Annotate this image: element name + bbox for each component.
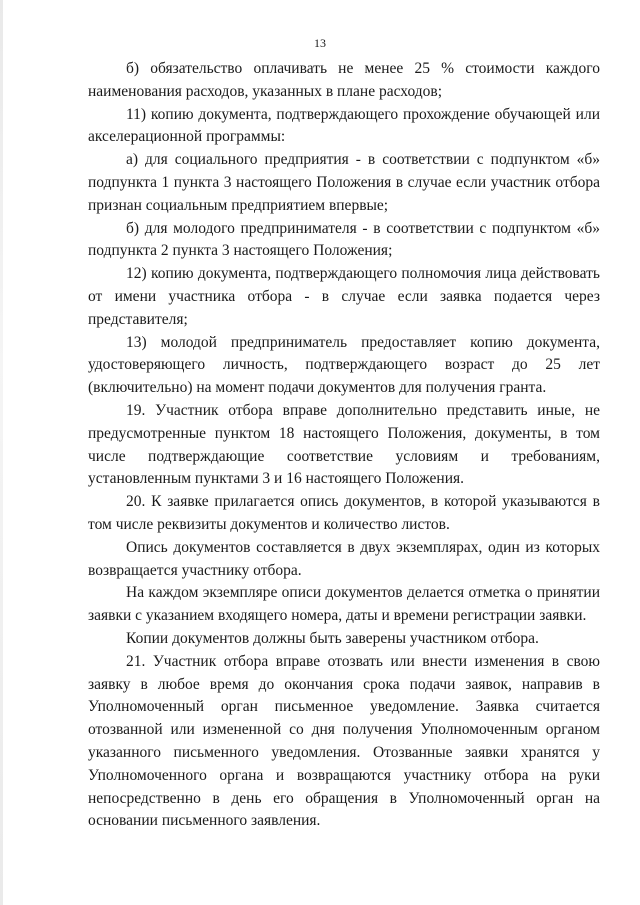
paragraph-copies-certified: Копии документов должны быть заверены участником отбора. (126, 629, 539, 647)
paragraph-inventory-mark: На каждом экземпляре описи документов делается отметка о принятии заявки с указанием входящего номера, даты и времени регистрации заявки. (88, 584, 600, 625)
document-body (88, 58, 600, 833)
paragraph-item-11: 11) копию документа, подтверждающего прохождение обучающей или акселерационной программы: (88, 105, 600, 146)
paragraph-item-11-a: а) для социального предприятия - в соответствии с подпунктом «б» подпункта 1 пункта 3 настоящего Положения в случае если участник отбора признан социальным предприятием впервые; (88, 151, 600, 214)
paragraph-clause-19: 19. Участник отбора вправе дополнительно представить иные, не предусмотренные пунктом 18 настоящего Положения, документы, в том числе подтверждающие соответствие условиям и требованиям, установленным пунктами 3 и 16 настоящего Положения. (88, 401, 600, 488)
paragraph-clause-21: 21. Участник отбора вправе отозвать или внести изменения в свою заявку в любое время до окончания срока подачи заявок, направив в Уполномоченный орган письменное уведомление. Заявка считается отозванной или измененной со дня получения Уполномоченным органом указанного письменного уведомления. Отозванные заявки хранятся у Уполномоченного органа и возвращаются участнику отбора на руки непосредственно в день его обращения в Уполномоченный орган на основании письменного заявления. (88, 652, 600, 830)
paragraph-item-11-b: б) для молодого предпринимателя - в соответствии с подпунктом «б» подпункта 2 пункта 3 настоящего Положения; (88, 219, 600, 260)
paragraph-item-13: 13) молодой предприниматель предоставляет копию документа, удостоверяющего личность, подтверждающего возраст до 25 лет (включительно) на момент подачи документов для получения гранта. (88, 333, 600, 397)
page-number: 13 (314, 36, 326, 50)
paragraph-clause-20: 20. К заявке прилагается опись документов, в которой указываются в том числе реквизиты документов и количество листов. (88, 493, 600, 533)
paragraph-item-12: 12) копию документа, подтверждающего полномочия лица действовать от имени участника отбора - в случае если заявка подается через представителя; (88, 265, 600, 328)
scan-edge (0, 0, 3, 905)
paragraph-inventory-copies: Опись документов составляется в двух экземплярах, один из которых возвращается участнику отбора. (88, 538, 600, 579)
paragraph-obligation-25-percent: б) обязательство оплачивать не менее 25 % стоимости каждого наименования расходов, указанных в плане расходов; (88, 60, 600, 100)
